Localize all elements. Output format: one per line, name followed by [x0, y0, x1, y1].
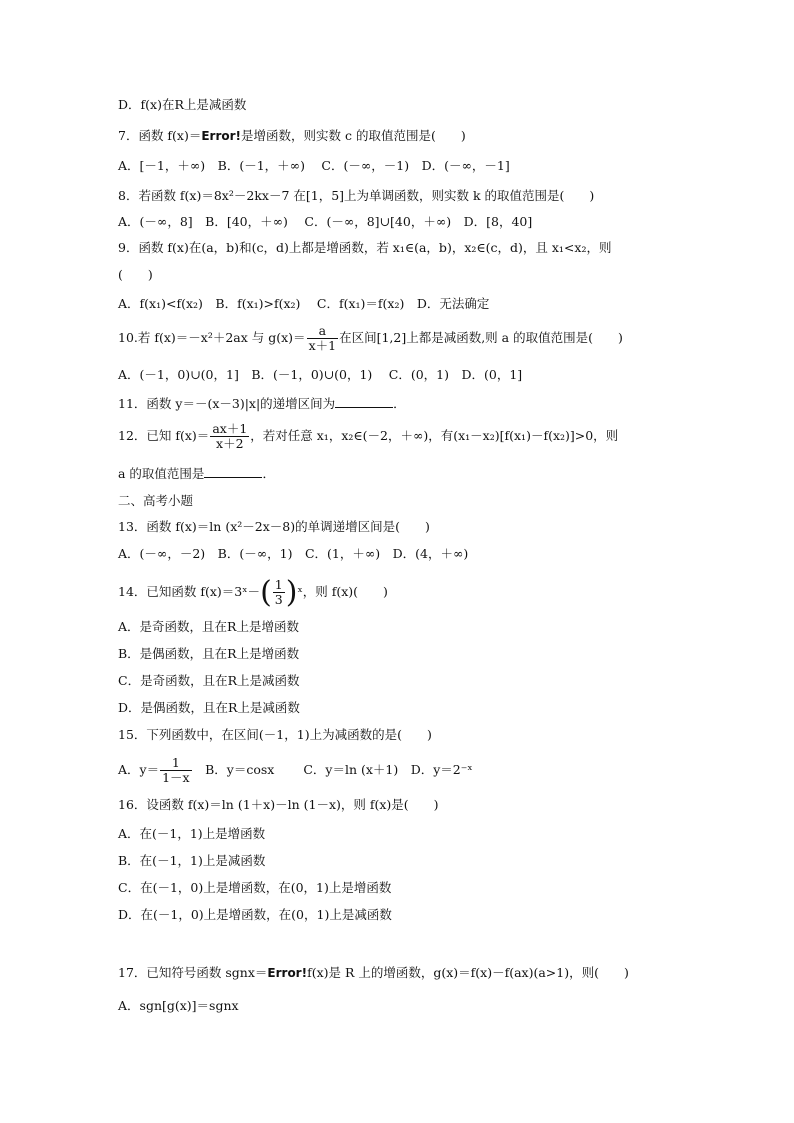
q9-options: A．f(x₁)<f(x₂) B．f(x₁)>f(x₂) C．f(x₁)＝f(x₂) D．无法确定 [118, 296, 490, 311]
q14-option-c: C．是奇函数，且在R上是减函数 [118, 673, 300, 688]
q7-stem [118, 128, 466, 144]
q11-period: ． [393, 396, 406, 411]
q15-options-rest: B．y＝cosx C．y＝ln (x＋1) D．y＝2⁻ˣ [192, 762, 473, 777]
q16-option-a: A．在(－1，1)上是增函数 [118, 826, 266, 841]
q7-options: A．[－1，＋∞) B．(－1，＋∞) C．(－∞，－1) D．(－∞，－1] [118, 158, 510, 173]
q12-fraction-denominator: x＋2 [210, 436, 249, 451]
q10-text-end: 在区间[1,2]上都是减函数,则 a 的取值范围是( ) [339, 330, 623, 345]
q11-stem [118, 396, 406, 412]
q8-options: A．(－∞，8] B．[40，＋∞) C．(－∞，8]∪[40，＋∞) D．[8，40] [118, 214, 533, 229]
q10-fraction [307, 324, 339, 353]
q14-fraction [273, 578, 285, 607]
q12-fraction [210, 422, 249, 451]
q15-option-a-start: A．y＝ [118, 762, 160, 777]
q12-text-start: 12．已知 f(x)＝ [118, 428, 210, 443]
q17-stem [118, 965, 629, 981]
q12-text-end: ，若对任意 x₁，x₂∈(－2，＋∞)，有(x₁－x₂)[f(x₁)－f(x₂)]>0，则 [250, 428, 619, 443]
q17-option-a: A．sgn[g(x)]＝sgnx [118, 998, 239, 1013]
q10-fraction-denominator: x＋1 [308, 338, 337, 353]
q14-text-start: 14．已知函数 f(x)＝3ˣ－ [118, 584, 261, 599]
q12-answer-blank [204, 466, 262, 478]
q12-stem-cont [118, 466, 275, 482]
q15-options [118, 756, 473, 785]
q15-fraction [160, 756, 192, 785]
q16-option-b: B．在(－1，1)上是减函数 [118, 853, 266, 868]
q14-option-a: A．是奇函数，且在R上是增函数 [118, 619, 299, 634]
right-paren: ) [285, 574, 298, 610]
q17-error-placeholder: Error! [267, 966, 308, 980]
q14-option-b: B．是偶函数，且在R上是增函数 [118, 646, 300, 661]
left-paren: ( [260, 574, 272, 610]
q14-option-d: D．是偶函数，且在R上是减函数 [118, 700, 300, 715]
q12-period: ． [262, 466, 275, 481]
q13-stem: 13．函数 f(x)＝ln (x²－2x－8)的单调递增区间是( ) [118, 519, 430, 534]
q7-text-start: 7．函数 f(x)＝ [118, 128, 202, 143]
section-heading: 二、高考小题 [118, 493, 194, 508]
q15-fraction-denominator: 1－x [162, 770, 190, 785]
q14-text-end: ˣ，则 f(x)( ) [297, 584, 388, 599]
q14-stem [118, 574, 388, 610]
q10-fraction-numerator: a [318, 323, 327, 338]
q8-stem: 8．若函数 f(x)＝8x²－2kx－7 在[1，5]上为单调函数，则实数 k 的取值范围是( ) [118, 188, 595, 203]
q9-stem: 9．函数 f(x)在(a，b)和(c，d)上都是增函数，若 x₁∈(a，b)，x₂∈(c，d)，且 x₁<x₂，则 [118, 240, 612, 255]
q7-error-placeholder: Error! [201, 129, 242, 143]
q12-fraction-numerator: ax＋1 [212, 421, 248, 436]
q14-fraction-denominator: 3 [274, 592, 283, 607]
q10-stem [118, 324, 623, 353]
q16-stem: 16．设函数 f(x)＝ln (1＋x)－ln (1－x)，则 f(x)是( ) [118, 797, 439, 812]
q16-option-c: C．在(－1，0)上是增函数，在(0，1)上是增函数 [118, 880, 392, 895]
q16-option-d: D．在(－1，0)上是增函数，在(0，1)上是减函数 [118, 907, 392, 922]
q11-text: 11．函数 y＝－(x－3)|x|的递增区间为 [118, 396, 336, 411]
q9-stem-paren: ( ) [118, 267, 153, 282]
q11-answer-blank [335, 396, 393, 408]
q17-text-start: 17．已知符号函数 sgnx＝ [118, 965, 268, 980]
q14-fraction-numerator: 1 [274, 577, 283, 592]
q10-options: A．(－1，0)∪(0，1] B．(－1，0)∪(0，1) C．(0，1) D．(0，1] [118, 367, 523, 382]
q15-fraction-numerator: 1 [171, 755, 180, 770]
q12-cont-text: a 的取值范围是 [118, 466, 205, 481]
q13-options: A．(－∞，－2) B．(－∞，1) C．(1，＋∞) D．(4，＋∞) [118, 546, 469, 561]
q12-stem [118, 422, 618, 451]
q15-stem: 15．下列函数中，在区间(－1，1)上为减函数的是( ) [118, 727, 432, 742]
q6-option-d: D．f(x)在R上是减函数 [118, 97, 247, 112]
q7-text-end: 是增函数，则实数 c 的取值范围是( ) [241, 128, 466, 143]
q17-text-end: f(x)是 R 上的增函数，g(x)＝f(x)－f(ax)(a>1)，则( ) [307, 965, 629, 980]
q10-text-start: 10.若 f(x)＝－x²＋2ax 与 g(x)＝ [118, 330, 306, 345]
